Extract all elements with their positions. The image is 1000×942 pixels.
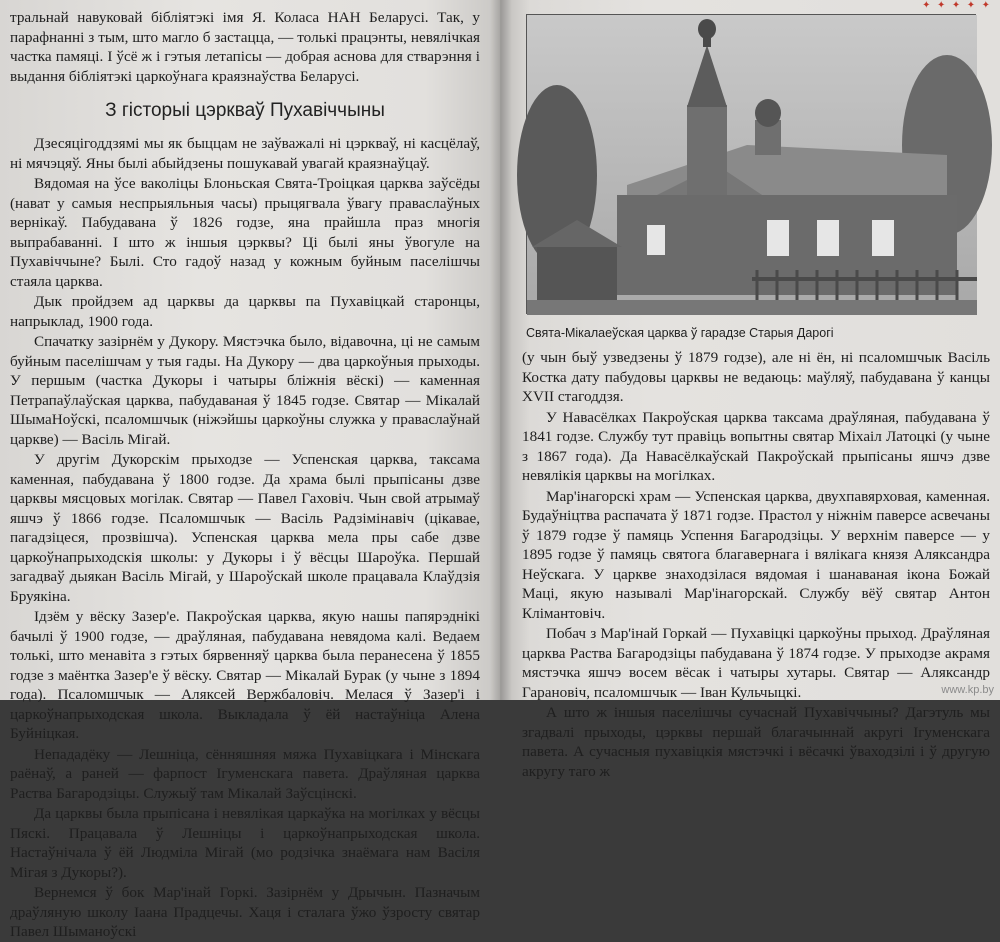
left-paragraph: Да царквы была прыпісана і невялікая царкаўка на могілках у вёсцы Пяскі. Працавала ў Лешніцы і царкоўнапрыходская школа. Настаўнічала ў ёй Людміла Мігай (мо родзічка знаёмага нам Васіля Мігая з Дукоры?). (10, 805, 480, 881)
decorative-ornament-icon: ✦ ✦ ✦ ✦ ✦ (922, 0, 992, 11)
left-page (0, 0, 500, 940)
left-paragraph: Дык пройдзем ад царквы да царквы па Пухавіцкай старонцы, напрыклад, 1900 года. (10, 293, 480, 330)
right-paragraph: (у чын быў узведзены ў 1879 годзе), але ні ён, ні псаломшчык Васіль Костка дату пабудовы царквы не ведаюць: маўляў, пабудавана ў канцы XVII стагоддзя. (522, 349, 990, 405)
right-page (500, 0, 1000, 780)
left-paragraph: Ідзём у вёску Зазер'е. Пакроўская царква, якую нашы папярэднікі бачылі ў 1900 годзе, — драўляная, пабудавана невядома калі. Ведаем толькі, што менавіта з гэтых бярвенняў царква была перанесена ў 1855 годзе з маёнтка Зазер'е ў вёску. Святар — Мікалай Бурак (у чыне з 1894 года). Псаломшчык — Аляксей Вержбаловіч. Мелася ў Зазер'і і царкоўнапрыходская школа. Выкладала ў ёй настаўніца Алена Буйніцкая. (10, 608, 480, 742)
church-illustration-icon (527, 15, 977, 315)
section-title: З гісторыі цэркваў Пухавіччыны (105, 100, 385, 121)
left-paragraph: У другім Дукорскім прыходзе — Успенская царква, таксама каменная, пабудавана ў 1800 годзе. Да храма былі прыпісаны дзве царквы мясцовых могілак. Святар — Павел Гаховіч. Чын свой атрымаў яшчэ ў 1866 годзе. Псаломшчык — Васіль Радзімінавіч (цікавае, пагадзіцеся, прозвішча). Успенская царква мела пры сабе дзве царкоўнапрыходскія школы: у Дукоры і ў вёсцы Шароўка. Першай загадваў дыякан Васіль Мігай, у Шароўскай школе працавала Клаўдзія Бруякіна. (10, 451, 480, 605)
right-paragraph: У Навасёлках Пакроўская царква таксама драўляная, пабудавана ў 1841 годзе. Службу тут правіць вопытны святар Міхаіл Латоцкі (у чыне з 1867 года). Да Навасёлкаўскай Пакроўскай прыпісаны яшчэ дзве невялікія царквы на могілках. (522, 408, 990, 484)
right-paragraph: Побач з Мар'інай Горкай — Пухавіцкі царкоўны прыход. Драўляная царква Раства Багародзіцы пабудавана ў 1874 годзе. У прыходзе акрамя мястэчка яшчэ восем вёсак і чатыры хутары. Святар — Аляксандр Гарановіч, псаломшчык — Іван Кульчыцкі. (522, 625, 990, 701)
left-paragraph: Дзесяцігоддзямі мы як быццам не заўважалі ні цэркваў, ні касцёлаў, ні мячэцяў. Яны былі абыйдзены пошукавай увагай краязнаўцаў. (10, 135, 480, 172)
photo-caption: Свята-Мікалаеўская царква ў гарадзе Старыя Дарогі (526, 326, 834, 340)
left-paragraph: Вядомая на ўсе ваколіцы Блоньская Свята-Троіцкая царква заўсёды (нават у самыя неспрыяльныя часы) прыцягвала ўвагу праваслаўных вернікаў. Пабудавана ў 1826 годзе, яна прайшла праз многія выпрабаванні. І што ж іншыя цэрквы? Ці былі яны ўвогуле на Пухавіччыне? Былі. Сто гадоў назад у кожным буйным паселішчы стаяла царква. (10, 175, 480, 290)
intro-paragraph: тральнай навуковай бібліятэкі імя Я. Коласа НАН Беларусі. Так, у парафнанні з тым, што магло б застацца, — толькі працэнты, невялічкая частка памяці. І ўсё ж і гэтыя летапісы — добрая аснова для стварэння і выдання бібліятэкі царкоўнага краязнаўства Беларусі. (10, 9, 480, 85)
church-photo (526, 14, 976, 314)
left-paragraph: Вернемся ў бок Мар'інай Горкі. Зазірнём у Дрычын. Пазначым драўляную школу Іаана Прадцечы. Хаця і сталага ўжо ўзросту святар Павел Шыманоўскі (10, 884, 480, 940)
watermark: www.kp.by (941, 684, 994, 696)
left-paragraph: Спачатку зазірнём у Дукору. Мястэчка было, відавочна, ці не самым буйным паселішчам у тыя гады. На Дукору — два царкоўныя прыходы. У першым (частка Дукоры і чатыры бліжнія вёскі) — каменная Петрапаўлаўская царква, пабудаваная ў 1845 годзе. Святар — Мікалай ШымаНоўскі, псаломшчык (ніжэйшы царкоўны служка у праваслаўнай царкве) — Васіль Мігай. (10, 333, 480, 448)
right-paragraph: А што ж іншыя паселішчы сучаснай Пухавіччыны? Дагэтуль мы згадвалі прыходы, цэрквы першай благачыннай акругі Ігуменскага павета. А сучасныя пухавіцкія мястэчкі і вёсачкі ўваходзілі і ў другую акругу таго ж (522, 704, 990, 780)
right-paragraph: Мар'інагорскі храм — Успенская царква, двухпавярховая, каменная. Будаўніцтва распачата ў 1871 годзе. Прастол у ніжнім паверсе асвечаны ў 1879 годзе ў памяць Успення Багародзіцы. У верхнім паверсе — у 1895 годзе ў памяць святога благавернага і вялікага князя Аляксандра Неўскага. У царкве знаходзілася вядомая і шанаваная ікона Божай Маці, якую называлі Мар'інагорскай. Службу вёў святар Антон Клімантовіч. (522, 487, 990, 622)
left-paragraph: Непададёку — Лешніца, сённяшняя мяжа Пухавіцкага і Мінскага раёнаў, а раней — фарпост Ігуменскага павета. Драўляная царква Раства Багародзіцы. Служыў там Мікалай Заўсцінскі. (10, 745, 480, 802)
